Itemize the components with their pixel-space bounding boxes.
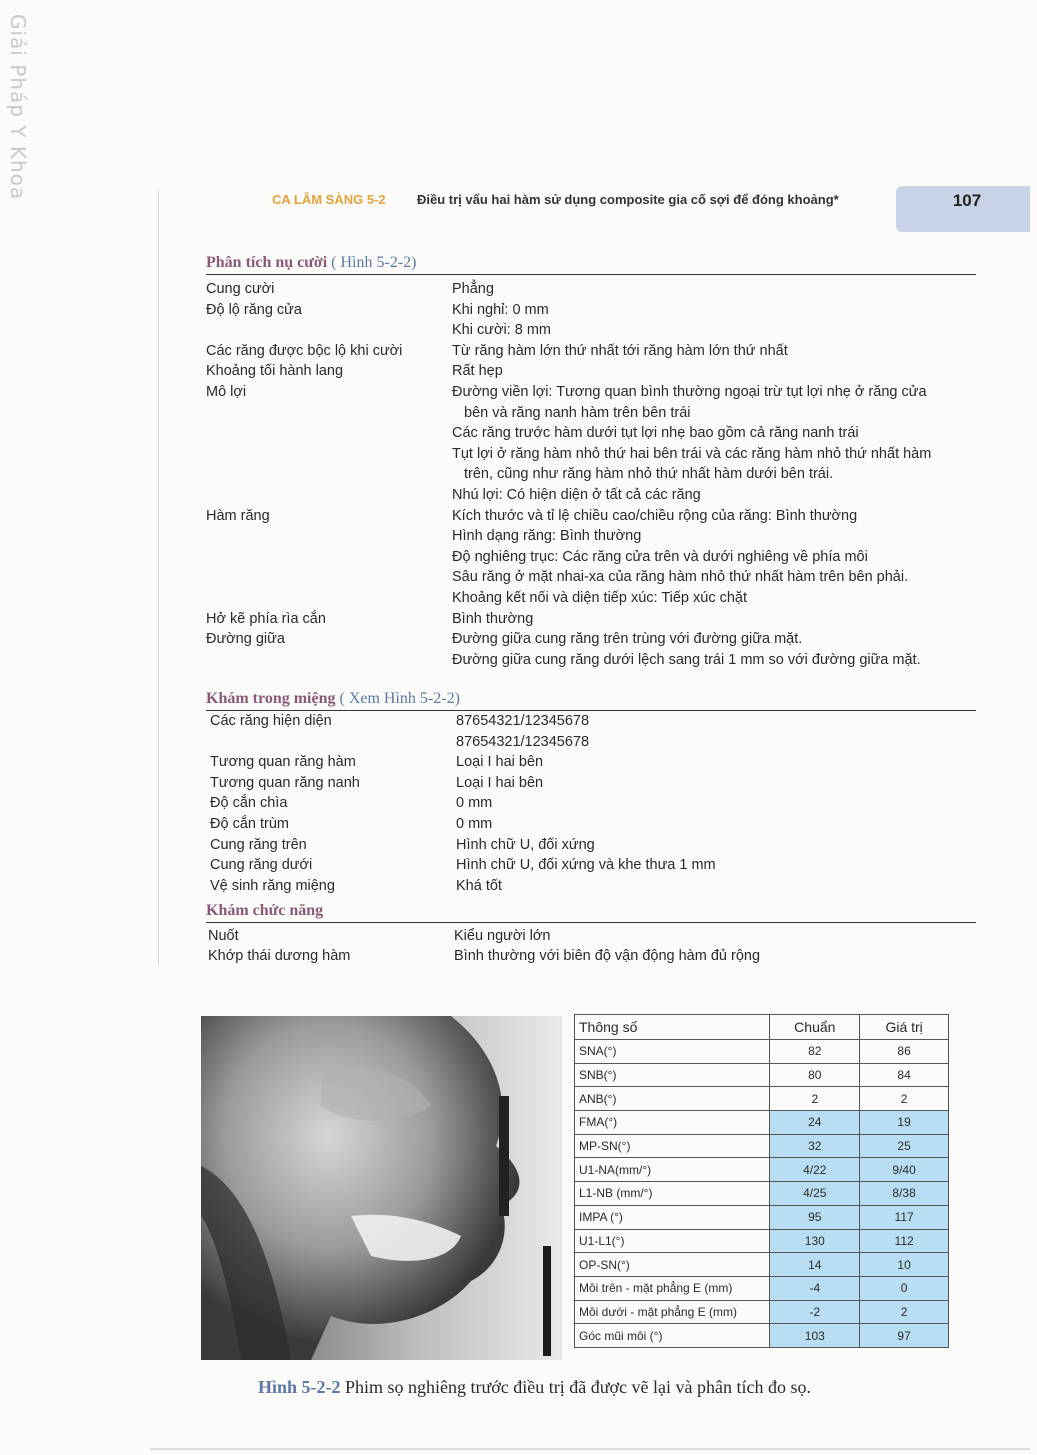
item-values	[456, 835, 976, 856]
item-value: Hình chữ U, đối xứng	[456, 836, 595, 853]
table-cell-param: ANB(°)	[575, 1087, 770, 1111]
table-cell-value: 25	[860, 1134, 949, 1158]
table-row	[575, 1134, 949, 1158]
item-label: Tương quan răng nanh	[210, 774, 360, 791]
table-cell-norm: -4	[770, 1276, 860, 1300]
list-item	[210, 835, 976, 856]
item-value: Hình dạng răng: Bình thường	[452, 528, 642, 545]
table-row	[575, 1040, 949, 1064]
table-cell-norm: 80	[770, 1063, 860, 1087]
table-cell-value: 97	[860, 1324, 949, 1348]
table-row	[575, 1063, 949, 1087]
table-cell-norm: 32	[770, 1134, 860, 1158]
function-exam-heading: Khám chức năng	[206, 902, 976, 923]
item-value: Khi cười: 8 mm	[452, 322, 551, 339]
item-value: Sâu răng ở mặt nhai-xa của răng hàm nhỏ thứ nhất hàm trên bên phải.	[452, 569, 909, 586]
item-values	[456, 773, 976, 794]
item-label: Cung răng dưới	[210, 857, 313, 874]
item-value: 0 mm	[456, 795, 493, 812]
item-values	[452, 341, 976, 362]
item-label: Độ cắn chìa	[210, 795, 288, 812]
table-row	[575, 1300, 949, 1324]
list-item	[206, 341, 976, 362]
table-cell-param: OP-SN(°)	[575, 1253, 770, 1277]
bottom-rule	[150, 1448, 1030, 1450]
list-item	[210, 793, 976, 814]
table-row	[575, 1324, 949, 1348]
oral-exam-heading: Khám trong miệng ( Xem Hình 5-2-2)	[206, 690, 976, 711]
table-row	[575, 1276, 949, 1300]
item-value: Loại I hai bên	[456, 774, 544, 791]
table-cell-param: SNB(°)	[575, 1063, 770, 1087]
table-cell-norm: 24	[770, 1111, 860, 1135]
item-values	[452, 382, 976, 506]
table-cell-param: Môi trên - mặt phẳng E (mm)	[575, 1276, 770, 1300]
table-cell-param: FMA(°)	[575, 1111, 770, 1135]
list-item	[206, 629, 976, 670]
item-label: Nuốt	[208, 928, 239, 944]
item-value: 87654321/12345678	[456, 713, 590, 729]
case-title: Điều trị vẩu hai hàm sử dụng composite gia cố sợi để đóng khoảng*	[417, 192, 839, 207]
item-value: Loại I hai bên	[456, 754, 544, 771]
table-cell-norm: 2	[770, 1087, 860, 1111]
item-value: Các răng trước hàm dưới tụt lợi nhẹ bao gồm cả răng nanh trái	[452, 425, 859, 442]
smile-analysis-list	[206, 275, 976, 670]
list-item	[206, 279, 976, 300]
table-row	[575, 1111, 949, 1135]
table-cell-value: 2	[860, 1300, 949, 1324]
item-value: trên, cũng như răng hàm nhỏ thứ nhất hàm dưới bên trái.	[464, 466, 834, 483]
list-item	[206, 300, 976, 341]
item-value: Đường viền lợi: Tương quan bình thường ngoại trừ tụt lợi nhẹ ở răng cửa	[452, 383, 927, 400]
item-value: Phẳng	[452, 281, 494, 297]
item-values	[456, 752, 976, 773]
page-number-tab	[896, 186, 1030, 232]
item-value: 0 mm	[456, 815, 493, 832]
item-label: Cung răng trên	[210, 836, 307, 853]
figure-caption: Hình 5-2-2 Phim sọ nghiêng trước điều trị đã được vẽ lại và phân tích đo sọ.	[258, 1377, 811, 1397]
table-cell-norm: 82	[770, 1040, 860, 1064]
table-cell-value: 0	[860, 1276, 949, 1300]
item-label: Mô lợi	[206, 383, 247, 400]
table-cell-value: 84	[860, 1063, 949, 1087]
list-item	[210, 752, 976, 773]
case-label: CA LÂM SÀNG 5-2	[272, 192, 386, 207]
table-cell-value: 9/40	[860, 1158, 949, 1182]
table-cell-param: Góc mũi môi (°)	[575, 1324, 770, 1348]
list-item	[206, 609, 976, 630]
list-item	[206, 361, 976, 382]
list-item	[210, 773, 976, 794]
table-cell-value: 2	[860, 1087, 949, 1111]
list-item	[208, 926, 976, 946]
table-cell-norm: 95	[770, 1205, 860, 1229]
item-values	[452, 629, 976, 670]
item-value: Kích thước và tỉ lệ chiều cao/chiều rộng của răng: Bình thường	[452, 507, 858, 524]
item-values	[454, 926, 976, 946]
item-values	[456, 793, 976, 814]
list-item	[208, 946, 976, 966]
watermark-text: Giải Pháp Y Khoa	[6, 14, 30, 201]
item-value: Đường giữa cung răng dưới lệch sang trái 1 mm so với đường giữa mặt.	[452, 651, 921, 668]
item-value: Nhú lợi: Có hiện diện ở tất cả các răng	[452, 486, 701, 503]
function-exam-section	[206, 902, 976, 966]
list-item	[210, 711, 976, 752]
cephalometric-xray-image	[201, 1016, 562, 1360]
table-header-row	[575, 1015, 949, 1040]
item-value: 87654321/12345678	[456, 733, 590, 750]
left-margin-rule	[158, 190, 159, 965]
item-value: Từ răng hàm lớn thứ nhất tới răng hàm lớn thứ nhất	[452, 342, 788, 359]
column-header: Chuẩn	[770, 1015, 860, 1040]
column-header: Giá trị	[860, 1015, 949, 1040]
item-value: Bình thường	[452, 610, 534, 627]
item-label: Hàm răng	[206, 507, 270, 524]
table-cell-norm: 4/25	[770, 1182, 860, 1206]
table-cell-param: Môi dưới - mặt phẳng E (mm)	[575, 1300, 770, 1324]
column-header: Thông số	[575, 1015, 770, 1040]
item-values	[452, 506, 976, 609]
item-label: Khoảng tối hành lang	[206, 363, 344, 380]
table-cell-norm: -2	[770, 1300, 860, 1324]
table-cell-norm: 4/22	[770, 1158, 860, 1182]
item-label: Độ lộ răng cửa	[206, 301, 302, 318]
item-values	[452, 609, 976, 630]
item-value: Bình thường với biên độ vận động hàm đủ rộng	[454, 948, 761, 964]
item-label: Khớp thái dương hàm	[208, 948, 351, 964]
table-cell-value: 8/38	[860, 1182, 949, 1206]
smile-analysis-heading: Phân tích nụ cười ( Hình 5-2-2)	[206, 254, 976, 275]
item-value: Khi nghỉ: 0 mm	[452, 301, 549, 318]
item-label: Đường giữa	[206, 631, 285, 648]
item-value: bên và răng nanh hàm trên bên trái	[464, 404, 691, 421]
item-values	[452, 300, 976, 341]
page-number: 107	[952, 191, 982, 210]
item-label: Tương quan răng hàm	[210, 754, 356, 771]
item-label: Vệ sinh răng miệng	[210, 877, 335, 894]
table-cell-value: 112	[860, 1229, 949, 1253]
smile-analysis-section	[206, 254, 976, 670]
table-row	[575, 1087, 949, 1111]
table-cell-param: L1-NB (mm/°)	[575, 1182, 770, 1206]
table-cell-norm: 103	[770, 1324, 860, 1348]
table-cell-param: SNA(°)	[575, 1040, 770, 1064]
list-item	[206, 506, 976, 609]
list-item	[210, 876, 976, 897]
function-exam-list	[206, 923, 976, 966]
item-label: Hở kẽ phía rìa cắn	[206, 610, 326, 627]
table-cell-value: 86	[860, 1040, 949, 1064]
table-cell-value: 19	[860, 1111, 949, 1135]
item-values	[456, 814, 976, 835]
item-value: Độ nghiêng trục: Các răng cửa trên và dưới nghiêng về phía môi	[452, 548, 868, 565]
list-item	[210, 855, 976, 876]
item-values	[454, 946, 976, 966]
table-cell-param: MP-SN(°)	[575, 1134, 770, 1158]
item-values	[456, 876, 976, 897]
oral-exam-list	[206, 711, 976, 896]
item-label: Các răng hiện diện	[210, 713, 332, 729]
item-values	[452, 361, 976, 382]
item-value: Hình chữ U, đối xứng và khe thưa 1 mm	[456, 857, 716, 874]
item-label: Độ cắn trùm	[210, 815, 289, 832]
item-value: Tụt lợi ở răng hàm nhỏ thứ hai bên trái và các răng hàm nhỏ thứ nhất hàm	[452, 445, 932, 462]
table-row	[575, 1253, 949, 1277]
item-values	[452, 279, 976, 300]
item-values	[456, 855, 976, 876]
table-row	[575, 1205, 949, 1229]
table-row	[575, 1229, 949, 1253]
table-cell-param: IMPA (°)	[575, 1205, 770, 1229]
item-label: Cung cười	[206, 281, 275, 297]
item-value: Kiểu người lớn	[454, 928, 551, 944]
item-values	[456, 711, 976, 752]
item-value: Rất hẹp	[452, 363, 503, 380]
table-cell-value: 10	[860, 1253, 949, 1277]
list-item	[206, 382, 976, 506]
item-label: Các răng được bộc lộ khi cười	[206, 342, 403, 359]
table-cell-value: 117	[860, 1205, 949, 1229]
oral-exam-section	[206, 690, 976, 896]
table-cell-norm: 130	[770, 1229, 860, 1253]
item-value: Khoảng kết nối và diện tiếp xúc: Tiếp xúc chặt	[452, 589, 748, 606]
table-row	[575, 1182, 949, 1206]
table-cell-param: U1-NA(mm/°)	[575, 1158, 770, 1182]
cephalometric-table	[574, 1014, 949, 1348]
item-value: Đường giữa cung răng trên trùng với đường giữa mặt.	[452, 631, 803, 648]
table-cell-norm: 14	[770, 1253, 860, 1277]
table-row	[575, 1158, 949, 1182]
item-value: Khá tốt	[456, 877, 502, 894]
table-cell-param: U1-L1(°)	[575, 1229, 770, 1253]
list-item	[210, 814, 976, 835]
